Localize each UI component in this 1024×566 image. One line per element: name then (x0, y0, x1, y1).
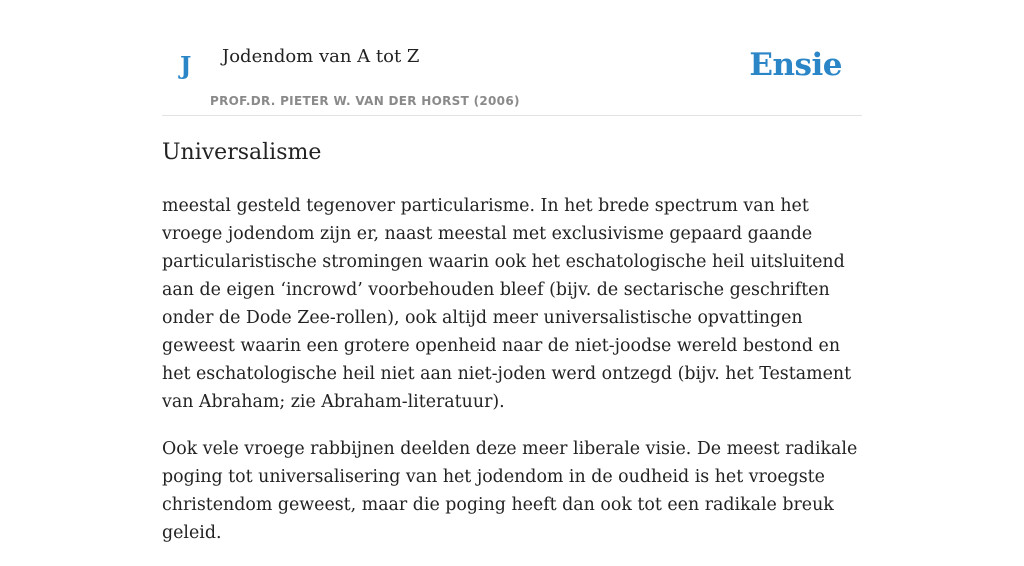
content-container (162, 0, 862, 543)
book-author: PROF.DR. PIETER W. VAN DER HORST (2006) (210, 94, 520, 108)
book-logo-icon[interactable]: J (180, 51, 192, 80)
book-header (162, 0, 862, 116)
site-logo[interactable]: Ensie (749, 47, 842, 83)
entry-paragraph: meestal gesteld tegenover particularisme. In het brede spectrum van het vroege jodendom zijn er, naast meestal met exclusivisme gepaard gaande particularistische stromingen waarin ook het eschatologische heil uitsluitend aan de eigen ‘incrowd’ voorbehouden bleef (bijv. de sectarische geschriften onder de Dode Zee-rollen), ook altijd meer universalistische opvattingen geweest waarin een grotere openheid naar de niet-joodse wereld bestond en het eschatologische heil niet aan niet-joden werd ontzegd (bijv. het Testament van Abraham; zie Abraham-literatuur). (162, 196, 852, 412)
entry-title: Universalisme (162, 140, 322, 165)
entry-body (162, 192, 862, 566)
book-title[interactable]: Jodendom van A tot Z (222, 46, 420, 67)
entry-paragraph: Ook vele vroege rabbijnen deelden deze meer liberale visie. De meest radikale poging tot universalisering van het jodendom in de oudheid is het vroegste christendom geweest, maar die poging heeft dan ook tot een radikale breuk geleid. (162, 439, 858, 543)
